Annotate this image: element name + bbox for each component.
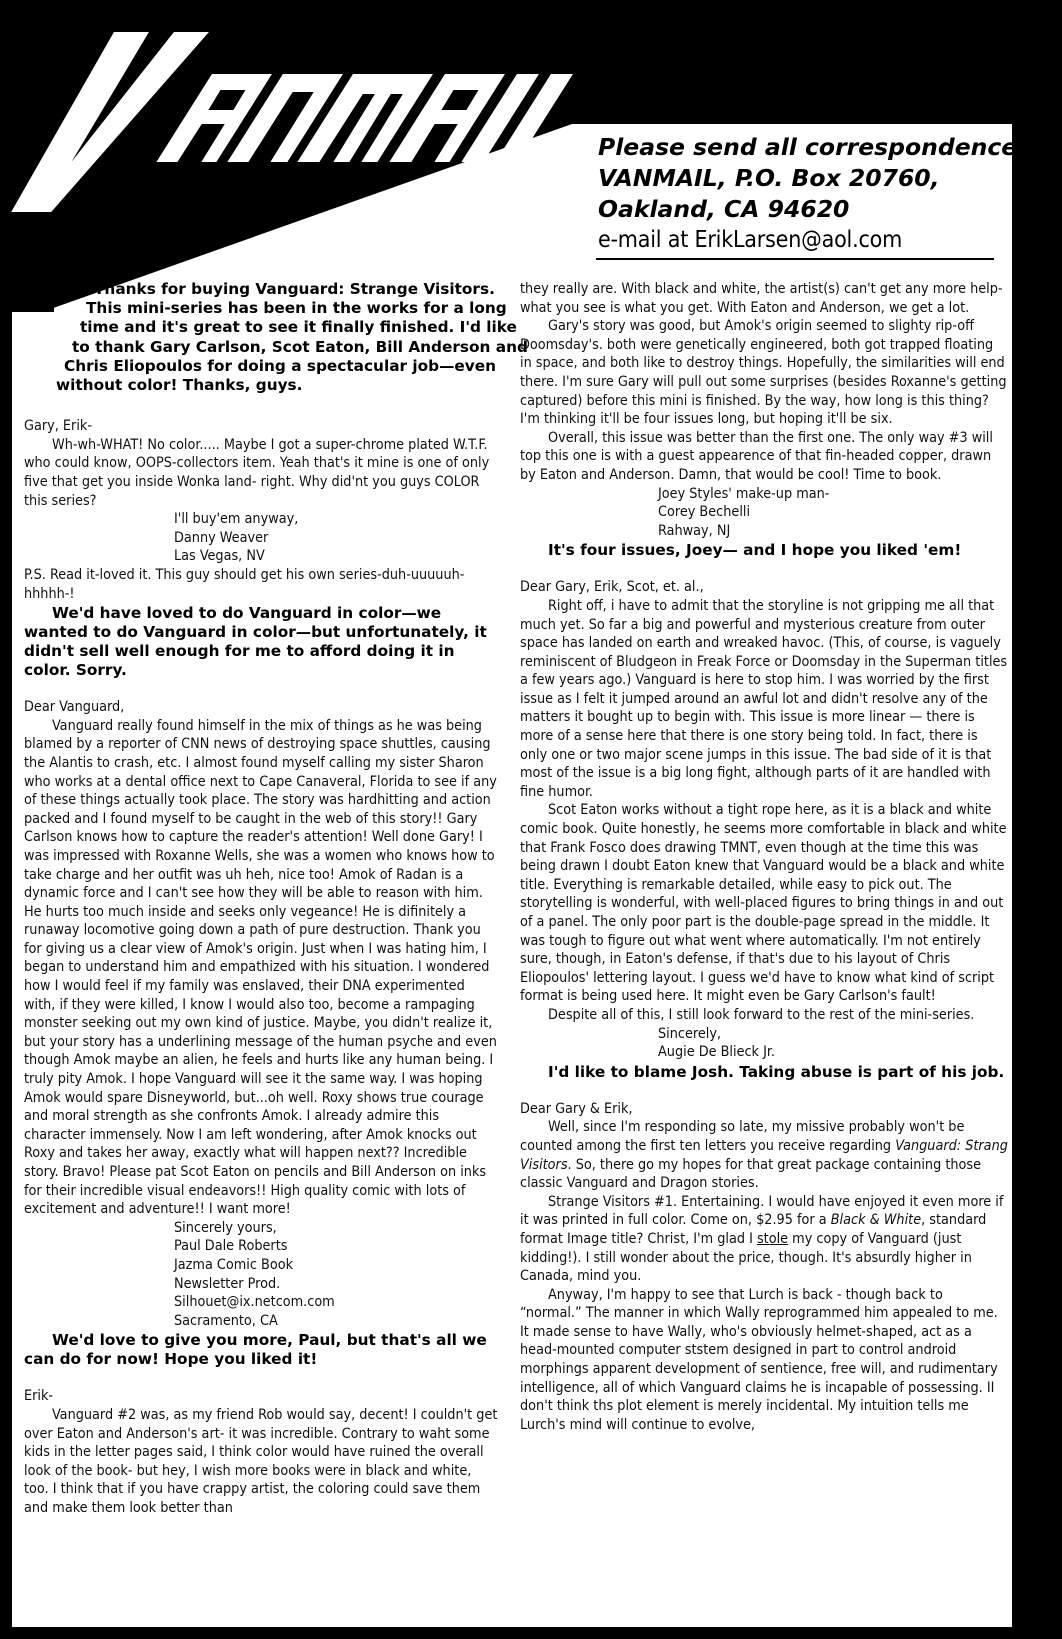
vanmail-logo (12, 12, 612, 312)
letters-page (12, 12, 1062, 1627)
letter-postscript: P.S. Read it-loved it. This guy should get his own series-duh-uuuuuh-hhhhh-! (24, 566, 465, 602)
letter-signature: Silhouet@ix.netcom.com (174, 1294, 335, 1311)
letter-signature: Joey Styles' make-up man- (658, 485, 830, 502)
editor-reply: We'd love to give you more, Paul, but that's all we can do for now! Hope you liked it! (24, 1331, 487, 1369)
letter-signature: Sacramento, CA (174, 1312, 278, 1329)
letter-body: Vanguard #2 was, as my friend Rob would say, decent! I couldn't get over Eaton and Anderson's art- it was incredible. Contrary to waht some kids in the letter pages said, I think color would have ruined the overall look of the book- but hey, I wish more books were in black and white, too. I think that if you have crappy artist, the coloring could save them and make them look better than (24, 1406, 498, 1516)
letter-body: Despite all of this, I still look forward to the rest of the mini-series. (548, 1006, 975, 1023)
editor-reply: It's four issues, Joey— and I hope you liked 'em! (548, 541, 962, 560)
editor-intro (24, 280, 528, 395)
letter-salutation: Erik- (24, 1388, 54, 1405)
intro-line: to thank Gary Carlson, Scot Eaton, Bill Anderson and (72, 337, 528, 356)
letter-signature: Augie De Blieck Jr. (658, 1044, 775, 1061)
left-column (24, 280, 528, 1518)
letter-body: Gary's story was good, but Amok's origin seemed to slighty rip-off Doomsday's. both were genetically engineered, both got trapped floating in space, and both like to destroy things. Hopefully, the similarities will end there. I'm sure Gary will pull out some surprises (besides Roxanne's getting captured) before this mini is finished. By the way, how long is this thing? I'm thinking it'll be four issues long, but hoping it'll be six. (520, 318, 1007, 428)
letter-body: Scot Eaton works without a tight rope here, as it is a black and white comic book. Quite honestly, he seems more comfortable in black and white that Frank Fosco does drawing TMNT, even though at the time this was being drawn I doubt Eaton knew that Vanguard would be a black and white title. Everything is remarkable detailed, while easy to pick out. The storytelling is wonderful, with well-placed figures to bring things in and out of a panel. The only poor part is the double-page spread in the middle. It was tough to figure out what went where automatically. I'm not entirely sure, though, in Eaton's defense, if that's due to his layout of Chris Eliopoulos' lettering layout. I guess we'd have to know what kind of script format is being used here. It might even be Gary Carlson's fault! (520, 802, 1007, 1005)
letter-signature: Newsletter Prod. (174, 1275, 281, 1292)
letter-body: they really are. With black and white, the artist(s) can't get any more help- what you see is what you get. With Eaton and Anderson, we get a lot. (520, 281, 1003, 316)
letter-body: Vanguard really found himself in the mix of things as he was being blamed by a reporter of CNN news of destroying space shuttles, causing the Alantis to crash, etc. I almost found myself calling my sister Sharon who works at a dental office next to Cape Canaveral, Florida to see if any of these things actually took place. The story was hardhitting and action packed and I found myself to be caught in the web of this story!! Gary Carlson knows how to capture the reader's attention! Well done Gary! I was impressed with Roxanne Wells, she was a women who knows how to take charge and her outfit was uh heh, nice too! Amok of Radan is a dynamic force and I can't see how they will be able to reason with him. He hurts too much inside and seeks only vegeance! He is difinitely a runaway locomotive going down a path of pure destruction. Thank you for giving us a clear view of Amok's origin. Just when I was hating him, I began to understand him and empathized with his situation. I wondered how I would feel if my family was enslaved, their DNA experimented with, if they were killed, I know I would also too, become a rampaging monster seeking out my own kind of justice. Maybe, you didn't realize it, but your story has a underlining message of the human psyche and even though Amok maybe an alien, he feels and hurts like any human being. I truly pity Amok. I hope Vanguard will see it the same way. I was hoping Amok would spare Disneyworld, but...oh well. Roxy shows true courage and moral strength as she confronts Amok. I already admire this character immensely. Now I am left wondering, after Amok knocks out Roxy and takes her away, exactly what will happen next?? Incredible story. Bravo! Please pat Scot Eaton on pencils and Bill Anderson on inks for their incredible visual endeavors!! High quality comic with lots of excitement and adventure!! I want more! (24, 717, 497, 1218)
contact-line-3: Oakland, CA 94620 (598, 195, 850, 223)
contact-email: e-mail at ErikLarsen@aol.com (598, 227, 903, 253)
letter-body: Strange Visitors #1. Entertaining. I would have enjoyed it even more if it was printed in full color. Come on, $2.95 for a Black & White, standard format Image title? Christ, I'm glad I stole my copy of Vanguard (just kidding!). I still wonder about the price, though. It's absurdly higher in Canada, mind you. (520, 1193, 1004, 1285)
intro-line: Chris Eliopoulos for doing a spectacular job—even (64, 356, 496, 375)
letter-salutation: Dear Gary, Erik, Scot, et. al., (520, 579, 704, 596)
contact-line-2: VANMAIL, P.O. Box 20760, (598, 164, 940, 192)
correspondence-address (598, 132, 1062, 256)
intro-line: This mini-series has been in the works for a long (86, 299, 507, 318)
right-column (520, 280, 1008, 1434)
letter-signature: Paul Dale Roberts (174, 1238, 288, 1255)
letter-signature: Corey Bechelli (658, 504, 751, 521)
intro-line: Thanks for buying Vanguard: Strange Visitors. (94, 280, 495, 298)
letter-signature: Danny Weaver (174, 529, 269, 546)
letter-signature: Rahway, NJ (658, 522, 731, 539)
letter-body: Well, since I'm responding so late, my missive probably won't be counted among the first ten letters you receive regarding Vanguard: Strang Visitors. So, there go my hopes for that great package containing those classic Vanguard and Dragon stories. (520, 1119, 1008, 1192)
editor-reply: I'd like to blame Josh. Taking abuse is part of his job. (548, 1062, 1005, 1081)
intro-line: without color! Thanks, guys. (56, 376, 303, 395)
letter-signature: Sincerely yours, (174, 1219, 277, 1236)
letter-body: Right off, i have to admit that the storyline is not gripping me all that much yet. So far a big and powerful and mysterious creature from outer space has landed on earth and wreaked havoc. (This, of course, is vaguely reminiscent of Bludgeon in Freak Force or Doomsday in the Superman titles a few years ago.) Vanguard is here to stop him. I was worried by the first issue as I felt it jumped around an awful lot and didn't resolve any of the matters it bought up to begin with. This issue is more linear — there is more of a sense here that there is one story being told. In fact, there is only one or two major scene jumps in this issue. The bad side of it is that most of the issue is a big long fight, although parts of it are handled with fine humor. (520, 597, 1008, 800)
editor-reply: We'd have loved to do Vanguard in color—we wanted to do Vanguard in color—but unfortunately, it didn't sell well enough for me to afford doing it in color. Sorry. (24, 604, 487, 680)
letter-salutation: Dear Vanguard, (24, 699, 125, 716)
letter-salutation: Gary, Erik- (24, 418, 92, 435)
letter-signature: Sincerely, (658, 1025, 722, 1042)
letter-signature: I'll buy'em anyway, (174, 511, 299, 528)
letter-salutation: Dear Gary & Erik, (520, 1100, 633, 1117)
contact-rule (596, 258, 994, 260)
contact-line-1: Please send all correspondence to: (598, 133, 1062, 161)
letter-body: Wh-wh-WHAT! No color..... Maybe I got a super-chrome plated W.T.F. who could know, OOPS-collectors item. Yeah that's it mine is one of only five that get you inside Wonka land- right. Why did'nt you guys COLOR this series? (24, 436, 490, 509)
letter-signature: Las Vegas, NV (174, 548, 265, 565)
letter-body: Anyway, I'm happy to see that Lurch is back - though back to “normal.” The manner in which Wally reprogrammed him appealed to me. It made sense to have Wally, who's obviously helmet-shaped, act as a head-mounted computer ststem designed in part to control android morphings apparent development of sentience, free will, and rudimentary intelligence, all of which Vanguard claims he is incapable of possessing. II don't think ths plot element is merely incidental. My intuition tells me Lurch's mind will continue to evolve, (520, 1286, 998, 1433)
letter-signature: Jazma Comic Book (174, 1256, 294, 1273)
letter-body: Overall, this issue was better than the first one. The only way #3 will top this one is with a guest appearence of that fin-headed copper, drawn by Eaton and Anderson. Damn, that would be cool! Time to book. (520, 429, 993, 483)
intro-line: time and it's great to see it finally finished. I'd like (80, 318, 517, 337)
